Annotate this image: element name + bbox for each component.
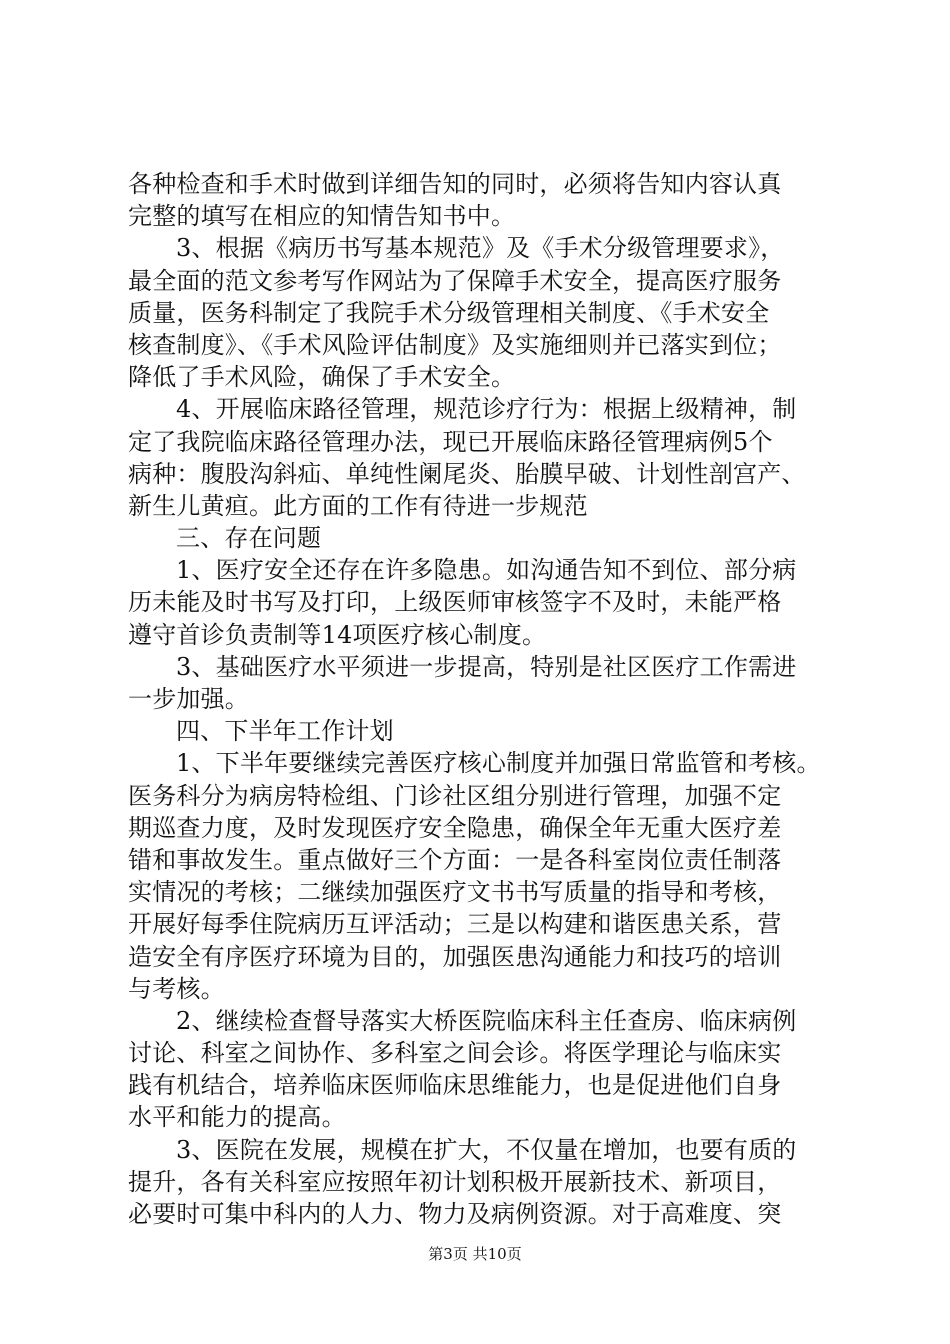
paragraph-start-line: 3、基础医疗水平须进一步提高，特别是社区医疗工作需进 bbox=[176, 652, 797, 681]
text-line: 完整的填写在相应的知情告知书中。 bbox=[128, 202, 516, 231]
text-line: 提升，各有关科室应按照年初计划积极开展新技术、新项目， bbox=[128, 1167, 782, 1196]
text-line: 质量，医务科制定了我院手术分级管理相关制度、《手术安全 bbox=[128, 298, 770, 327]
text-line: 历未能及时书写及打印，上级医师审核签字不及时，未能严格 bbox=[128, 588, 782, 617]
section-heading: 四、下半年工作计划 bbox=[176, 717, 394, 746]
text-line: 实情况的考核；二继续加强医疗文书书写质量的指导和考核， bbox=[128, 878, 782, 907]
text-line: 开展好每季住院病历互评活动；三是以构建和谐医患关系，营 bbox=[128, 910, 782, 939]
text-line: 降低了手术风险，确保了手术安全。 bbox=[128, 363, 516, 392]
section-heading: 三、存在问题 bbox=[176, 524, 322, 553]
text-line: 最全面的范文参考写作网站为了保障手术安全，提高医疗服务 bbox=[128, 266, 782, 295]
text-line: 病种：腹股沟斜疝、单纯性阑尾炎、胎膜早破、计划性剖宫产、 bbox=[128, 459, 806, 488]
text-line: 遵守首诊负责制等14项医疗核心制度。 bbox=[128, 620, 547, 649]
text-line: 造安全有序医疗环境为目的，加强医患沟通能力和技巧的培训 bbox=[128, 942, 782, 971]
text-line: 讨论、科室之间协作、多科室之间会诊。将医学理论与临床实 bbox=[128, 1039, 782, 1068]
paragraph-start-line: 4、开展临床路径管理，规范诊疗行为：根据上级精神，制 bbox=[176, 395, 797, 424]
text-line: 各种检查和手术时做到详细告知的同时，必须将告知内容认真 bbox=[128, 170, 782, 198]
text-line: 新生儿黄疸。此方面的工作有待进一步规范 bbox=[128, 491, 588, 520]
document-body bbox=[128, 168, 836, 1230]
paragraph-start-line: 1、下半年要继续完善医疗核心制度并加强日常监管和考核。 bbox=[176, 749, 821, 778]
text-line: 期巡查力度，及时发现医疗安全隐患，确保全年无重大医疗差 bbox=[128, 813, 782, 842]
text-line: 必要时可集中科内的人力、物力及病例资源。对于高难度、突 bbox=[128, 1200, 782, 1228]
text-line: 核查制度》、《手术风险评估制度》及实施细则并已落实到位； bbox=[128, 330, 782, 359]
page-number-footer: 第3页 共10页 bbox=[428, 1245, 522, 1263]
text-line: 水平和能力的提高。 bbox=[128, 1103, 346, 1132]
paragraph-start-line: 2、继续检查督导落实大桥医院临床科主任查房、临床病例 bbox=[176, 1006, 797, 1035]
text-line: 错和事故发生。重点做好三个方面：一是各科室岗位责任制落 bbox=[128, 845, 782, 874]
text-line: 一步加强。 bbox=[128, 685, 249, 713]
text-line: 定了我院临床路径管理办法，现已开展临床路径管理病例5个 bbox=[128, 427, 773, 456]
paragraph-start-line: 3、根据《病历书写基本规范》及《手术分级管理要求》， bbox=[176, 234, 785, 263]
text-line: 医务科分为病房特检组、门诊社区组分别进行管理，加强不定 bbox=[128, 781, 782, 810]
text-line: 与考核。 bbox=[128, 974, 225, 1003]
paragraph-start-line: 1、医疗安全还存在许多隐患。如沟通告知不到位、部分病 bbox=[176, 556, 797, 585]
text-line: 践有机结合，培养临床医师临床思维能力，也是促进他们自身 bbox=[128, 1071, 782, 1100]
paragraph-start-line: 3、医院在发展，规模在扩大，不仅量在增加，也要有质的 bbox=[176, 1135, 797, 1164]
